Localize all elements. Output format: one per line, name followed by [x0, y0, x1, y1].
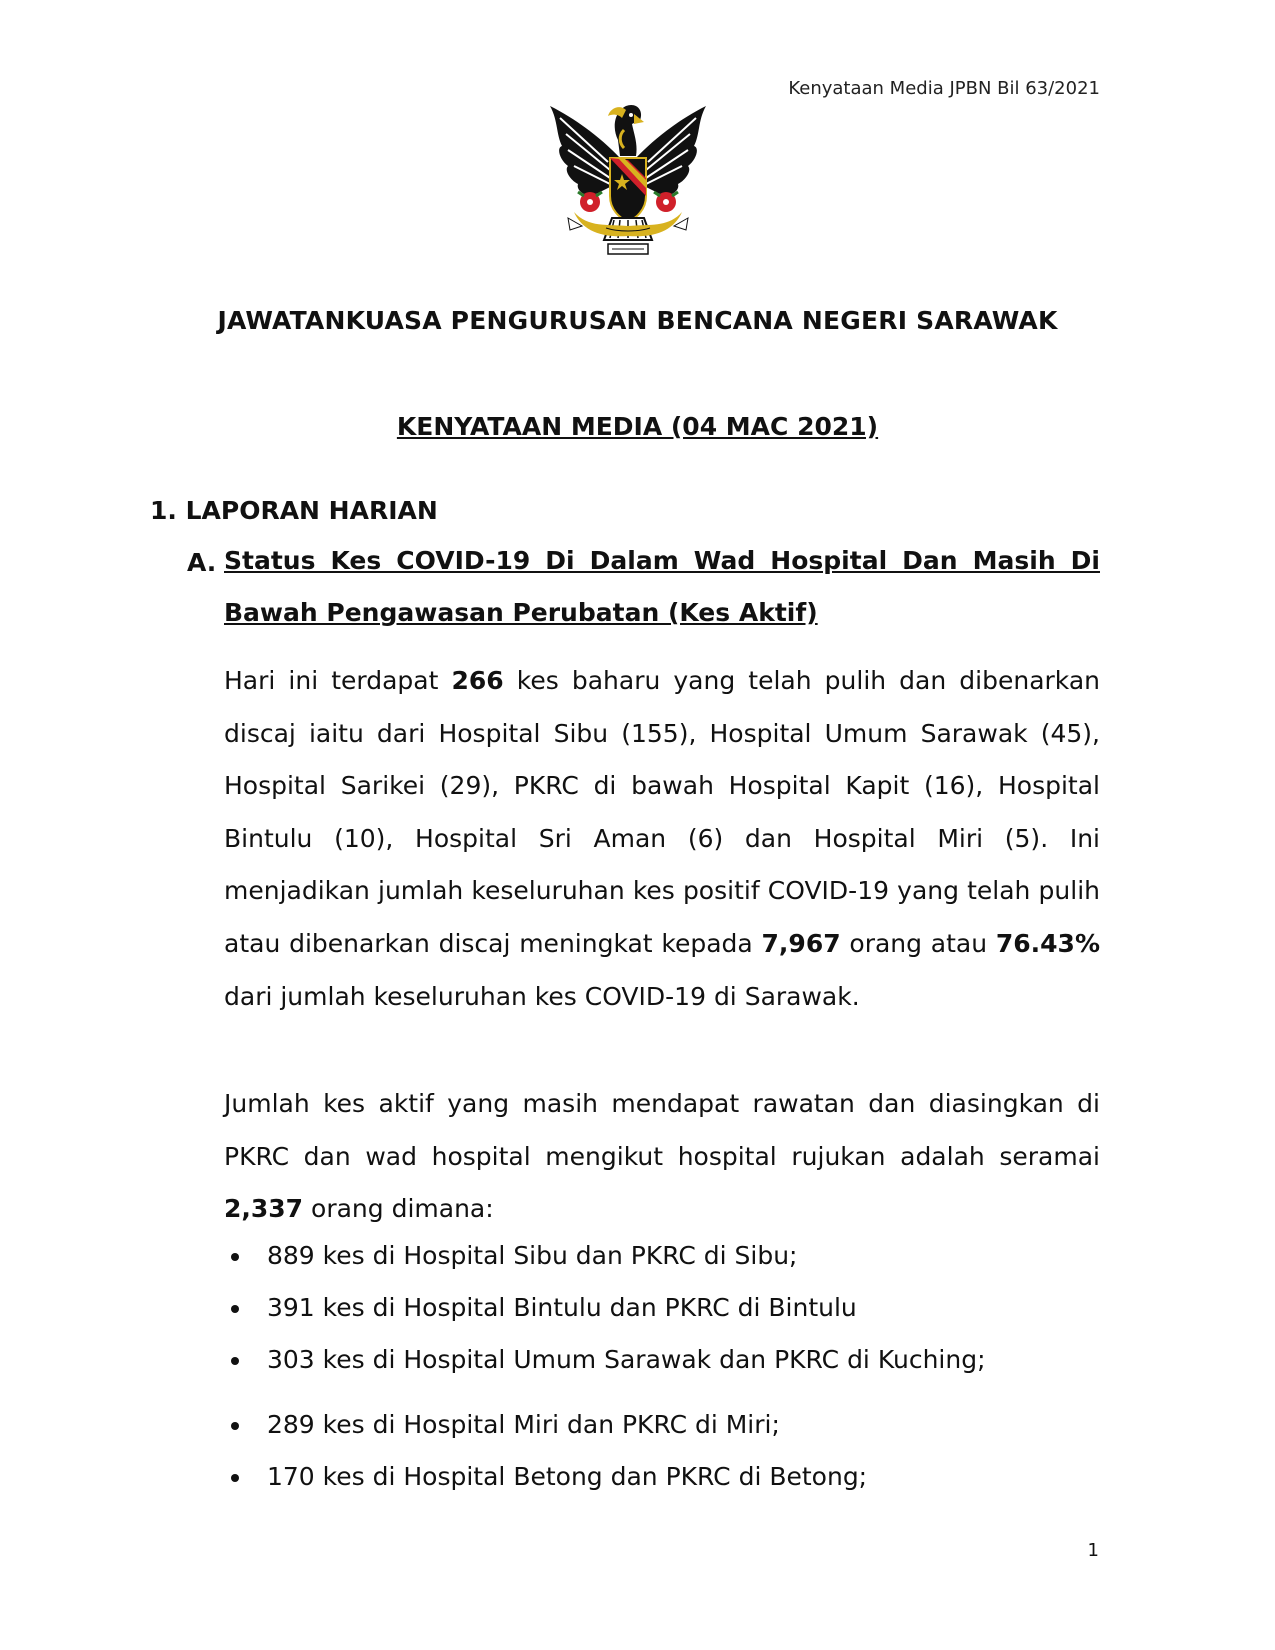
recovery-percentage: 76.43% — [995, 928, 1101, 958]
text-segment: dari jumlah keseluruhan kes COVID-19 di Sarawak. — [224, 981, 860, 1011]
list-item: 289 kes di Hospital Miri dan PKRC di Miri; — [224, 1399, 1100, 1451]
list-item: 303 kes di Hospital Umum Sarawak dan PKRC di Kuching; — [224, 1334, 1100, 1386]
section-heading: 1. LAPORAN HARIAN — [150, 496, 438, 525]
text-segment: Jumlah kes aktif yang masih mendapat rawatan dan diasingkan di PKRC dan wad hospital mengikut hospital rujukan adalah seramai — [224, 1089, 1100, 1171]
sarawak-coat-of-arms-icon — [548, 100, 708, 268]
organization-title: JAWATANKUASA PENGURUSAN BENCANA NEGERI SARAWAK — [217, 306, 1058, 335]
text-segment: Hari ini terdapat — [224, 666, 452, 695]
hospital-case-list-continued — [224, 1399, 1100, 1503]
text-segment: orang dimana: — [303, 1194, 494, 1224]
active-cases-count: 2,337 — [224, 1194, 304, 1224]
recovered-cases-paragraph — [224, 655, 1100, 1023]
hospital-case-list — [224, 1230, 1100, 1386]
subsection-letter: A. — [187, 548, 217, 577]
statement-title: KENYATAAN MEDIA (04 MAC 2021) — [396, 412, 879, 441]
text-segment: orang atau — [840, 928, 996, 958]
list-item: 889 kes di Hospital Sibu dan PKRC di Sibu; — [224, 1230, 1100, 1282]
list-item: 391 kes di Hospital Bintulu dan PKRC di Bintulu — [224, 1282, 1100, 1334]
new-recovered-count: 266 — [451, 666, 504, 695]
list-item: 170 kes di Hospital Betong dan PKRC di Betong; — [224, 1451, 1100, 1503]
total-recovered-count: 7,967 — [761, 928, 841, 958]
active-cases-paragraph — [224, 1078, 1100, 1236]
text-segment: kes baharu yang telah pulih dan dibenarkan discaj iaitu dari Hospital Sibu (155), Hospital Umum Sarawak (45), Hospital Sarikei (29), PKRC di bawah Hospital Kapit (16), Hospital Bintulu (10), Hospital Sri Aman (6) dan Hospital Miri (5). Ini menjadikan jumlah keseluruhan kes positif COVID-19 yang telah pulih atau dibenarkan discaj meningkat kepada — [224, 666, 1101, 958]
reference-number: Kenyataan Media JPBN Bil 63/2021 — [788, 78, 1100, 99]
subsection-title: Status Kes COVID-19 Di Dalam Wad Hospital Dan Masih Di Bawah Pengawasan Perubatan (Kes Aktif) — [224, 546, 1100, 627]
page-number: 1 — [1087, 1540, 1099, 1561]
